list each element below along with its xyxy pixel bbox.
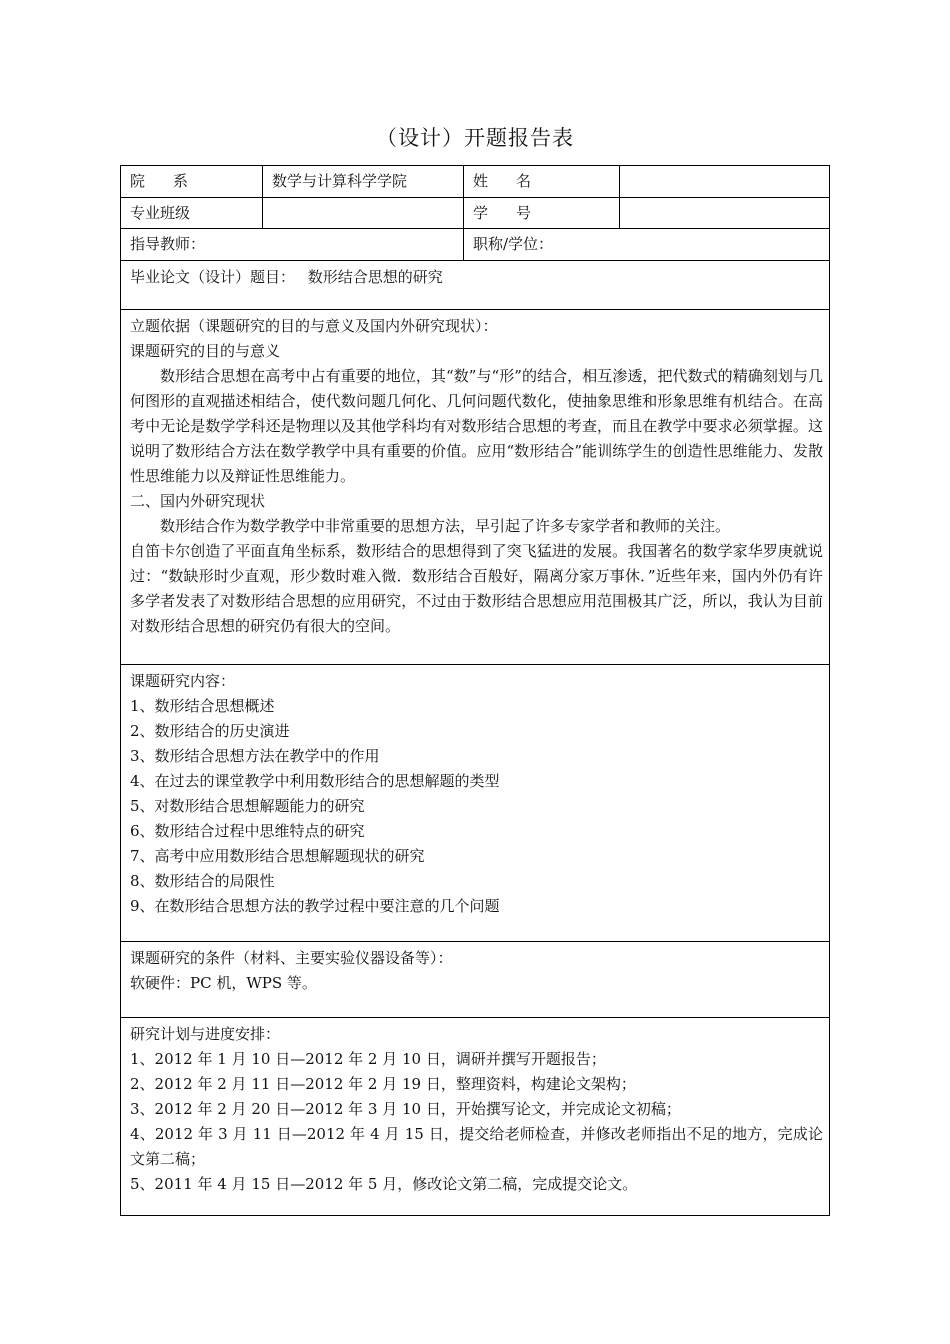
basis-paragraph-purpose: 数形结合思想在高考中占有重要的地位，其“数”与“形”的结合，相互渗透，把代数式的精确刻划与几何图形的直观描述相结合，使代数问题几何化、几何问题代数化，使抽象思维和形象思维有机结合。在高考中无论是数学学科还是物理以及其他学科均有对数形结合思想的考查，而且在教学中要求必须掌握。这说明了数形结合方法在数学教学中具有重要的价值。应用“数形结合”能训练学生的创造性思维能力、发散性思维能力以及辩证性思维能力。 xyxy=(130,367,823,485)
content-item: 9、在数形结合思想方法的教学过程中要注意的几个问题 xyxy=(130,897,500,915)
class-value[interactable] xyxy=(262,198,463,228)
basis-paragraph-status-first: 数形结合作为数学教学中非常重要的思想方法，早引起了许多专家学者和教师的关注。 xyxy=(160,517,731,535)
conditions-heading: 课题研究的条件（材料、主要实验仪器设备等）： xyxy=(130,949,453,967)
content-item: 4、在过去的课堂教学中利用数形结合的思想解题的类型 xyxy=(130,772,500,790)
content-item: 8、数形结合的局限性 xyxy=(130,872,275,890)
plan-item: 5、2011 年 4 月 15 日—2012 年 5 月，修改论文第二稿，完成提交论文。 xyxy=(130,1175,638,1193)
plan-item: 1、2012 年 1 月 10 日—2012 年 2 月 10 日，调研并撰写开题报告； xyxy=(130,1050,606,1068)
dept-label xyxy=(121,166,262,197)
plan-item: 2、2012 年 2 月 11 日—2012 年 2 月 19 日，整理资料，构建论文架构； xyxy=(130,1075,636,1093)
basis-paragraph-status-rest: 自笛卡尔创造了平面直角坐标系，数形结合的思想得到了突飞猛进的发展。我国著名的数学家华罗庚就说过：“数缺形时少直观，形少数时难入微．数形结合百般好，隔离分家万事休．”近些年来，国内外仍有许多学者发表了对数形结合思想的应用研究，不过由于数形结合思想应用范围极其广泛，所以，我认为目前对数形结合思想的研究仍有很大的空间。 xyxy=(130,542,823,635)
report-form xyxy=(120,165,830,1216)
title-rank-label: 职称/学位： xyxy=(463,229,829,260)
content-item: 3、数形结合思想方法在教学中的作用 xyxy=(130,747,380,765)
dept-value[interactable]: 数学与计算科学学院 xyxy=(262,166,463,197)
student-id-value[interactable] xyxy=(619,198,829,228)
content-item: 6、数形结合过程中思维特点的研究 xyxy=(130,822,365,840)
plan-heading: 研究计划与进度安排： xyxy=(130,1025,281,1043)
content-item: 1、数形结合思想概述 xyxy=(130,697,275,715)
thesis-title-section xyxy=(121,260,829,309)
thesis-title: 数形结合思想的研究 xyxy=(307,268,443,286)
row-advisor xyxy=(121,228,829,260)
thesis-title-line xyxy=(130,265,820,290)
name-label-text: 姓名 xyxy=(473,172,560,190)
student-id-label-text: 学号 xyxy=(473,204,560,222)
name-value[interactable] xyxy=(619,166,829,197)
basis-heading: 立题依据（课题研究的目的与意义及国内外研究现状）： xyxy=(130,317,498,335)
plan-section xyxy=(121,1017,829,1215)
plan-item: 3、2012 年 2 月 20 日—2012 年 3 月 10 日，开始撰写论文，并完成论文初稿； xyxy=(130,1100,681,1118)
basis-subheading-status: 二、国内外研究现状 xyxy=(130,492,266,510)
advisor-label: 指导教师： xyxy=(130,235,206,253)
plan-item: 4、2012 年 3 月 11 日—2012 年 4 月 15 日，提交给老师检查，并修改老师指出不足的地方，完成论文第二稿； xyxy=(130,1125,823,1168)
student-id-label xyxy=(463,198,619,228)
conditions-section xyxy=(121,941,829,1017)
conditions-text: 软硬件：PC 机，WPS 等。 xyxy=(130,974,317,992)
dept-label-text: 院系 xyxy=(130,172,217,190)
content-heading: 课题研究内容： xyxy=(130,672,236,690)
name-label xyxy=(463,166,619,197)
thesis-label: 毕业论文（设计）题目： xyxy=(130,268,296,286)
content-item: 5、对数形结合思想解题能力的研究 xyxy=(130,797,365,815)
basis-subheading-purpose: 课题研究的目的与意义 xyxy=(130,342,281,360)
content-item: 7、高考中应用数形结合思想解题现状的研究 xyxy=(130,847,425,865)
row-department xyxy=(121,166,829,197)
row-class xyxy=(121,197,829,228)
class-label: 专业班级 xyxy=(130,204,191,222)
form-title: （设计）开题报告表 xyxy=(376,126,574,150)
content-item: 2、数形结合的历史演进 xyxy=(130,722,290,740)
basis-section xyxy=(121,309,829,664)
content-section xyxy=(121,664,829,941)
